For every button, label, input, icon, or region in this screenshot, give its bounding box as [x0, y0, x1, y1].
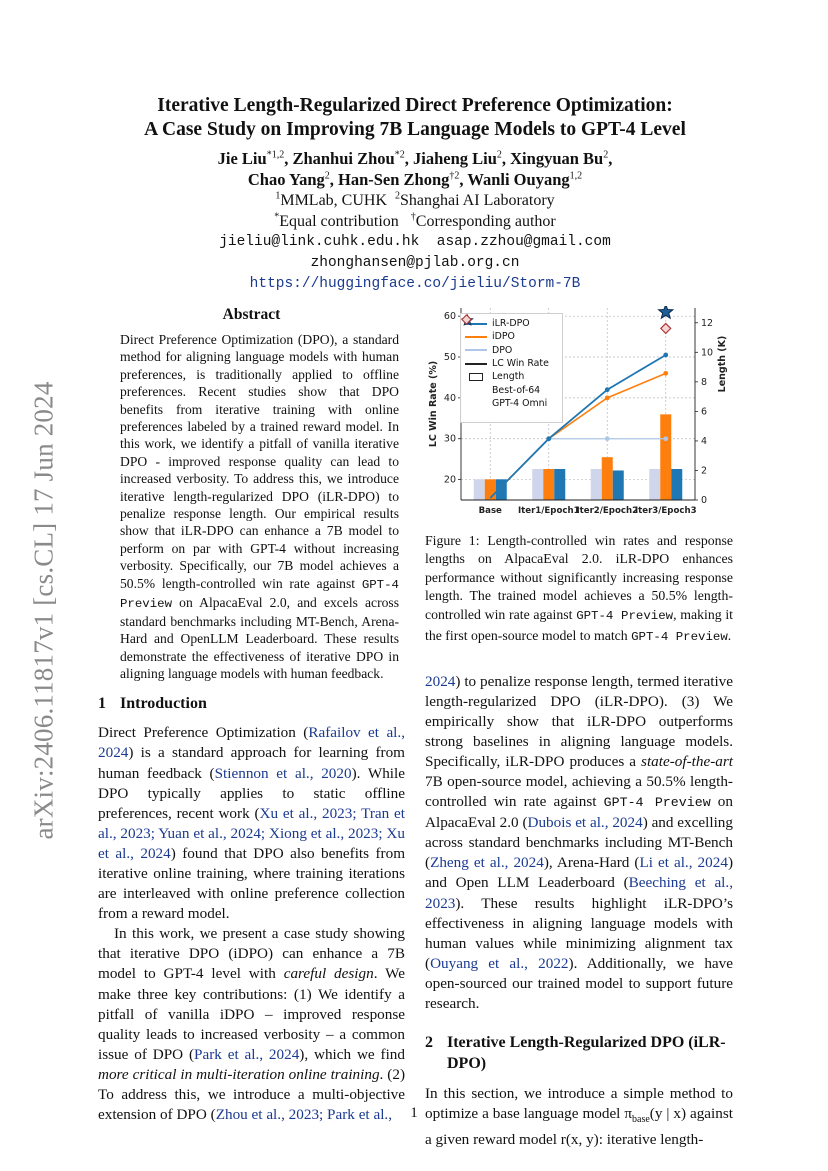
emphasis-text: state-of-the-art: [641, 753, 733, 770]
author-mark: 2: [496, 149, 502, 161]
text-run: ) and Open LLM Leaderboard (: [425, 854, 733, 892]
y2-tick-label: 10: [701, 347, 714, 359]
corresponding-author-text: Corresponding author: [415, 213, 556, 230]
paper-title-line-2: A Case Study on Improving 7B Language Models to GPT-4 Level: [144, 119, 686, 140]
intro-paragraph-2: [98, 924, 405, 1125]
win-rate-point: [663, 371, 668, 376]
win-rate-point: [546, 436, 551, 441]
author-name: Xingyuan Bu: [510, 149, 604, 168]
text-run: 7B open-source model, achieving a 50.5% length-controlled win rate against: [425, 773, 733, 811]
abstract-part: Direct Preference Optimization (DPO), a standard method for aligning language models with human preferences, is traditionally applied to offline preferences. Recent studies show that DPO benefits from iterative training with online preferences labeled by a trained reward model. In this work, we identify a pitfall of vanilla iterative DPO - improved response quality can lead to increased verbosity. To address this, we introduce iterative length-regularized DPO (iLR-DPO) to penalize response length. Our empirical results show that iLR-DPO can enhance a 7B model to perform on par with GPT-4 without increasing verbosity. Specifically, our 7B model achieves a 50.5% length-controlled win rate against: [120, 332, 399, 591]
text-run: ) and excelling across standard benchmarks including MT-Bench (: [425, 814, 733, 872]
y2-tick-label: 2: [701, 465, 708, 477]
diamond-icon: [465, 398, 487, 408]
citation-link[interactable]: Stiennon et al., 2020: [214, 764, 352, 782]
win-rate-point: [605, 387, 610, 392]
legend-item: [465, 317, 558, 330]
citation-link[interactable]: Xu et al., 2023; Tran et al., 2023; Yuan et al., 2024; Xiong et al., 2023; Xu et al., 2024: [98, 804, 405, 862]
text-run: . (2) To address this, we introduce a multi-objective extension of DPO (: [98, 1065, 405, 1124]
section-title: Iterative Length-Regularized DPO (iLR-DPO): [447, 1034, 726, 1073]
y2-tick-label: 4: [701, 435, 708, 447]
text-run: .: [727, 627, 732, 643]
y-tick-label: 60: [443, 311, 456, 323]
win-rate-line: [490, 439, 666, 498]
model-name: GPT-4 Preview: [120, 577, 399, 611]
text-run: ) is a standard approach for learning from human feedback (: [98, 744, 405, 782]
category-label: Base: [478, 506, 502, 516]
legend-label: DPO: [492, 344, 513, 356]
legend-label: Length: [492, 371, 525, 383]
length-bar: [660, 414, 671, 500]
text-run: ). Additionally, we have open-sourced our trained model to support future research.: [425, 954, 733, 1013]
email-link[interactable]: asap.zzhou@gmail.com: [436, 234, 611, 250]
abstract-text: [98, 331, 405, 682]
citation-link[interactable]: Beeching et al., 2023: [425, 874, 733, 912]
text-run: (y | x) against a given reward model r(x, y): iterative length-: [425, 1105, 733, 1149]
paper-header: [98, 94, 732, 295]
star-icon: [465, 385, 487, 395]
author-name: Jie Liu: [217, 149, 267, 168]
legend-item: [465, 370, 558, 383]
author-mark: †2: [449, 170, 460, 182]
text-run: In this work, we present a case study showing that iterative DPO (iDPO) can enhance a 7B model to GPT-4 level with: [98, 925, 405, 983]
legend-item: [465, 383, 558, 396]
affiliation-name: Shanghai AI Laboratory: [400, 192, 555, 209]
author-name: Wanli Ouyang: [467, 170, 570, 189]
y2-axis-label: Length (K): [717, 335, 728, 393]
y-tick-label: 40: [443, 392, 456, 404]
category-label: Iter1/Epoch1: [517, 506, 580, 516]
y-axis-label: LC Win Rate (%): [428, 360, 439, 448]
section-heading-introduction: [98, 693, 405, 714]
y2-tick-label: 6: [701, 406, 708, 418]
citation-link[interactable]: Park et al., 2024: [194, 1045, 300, 1063]
author-mark: 2: [324, 170, 330, 182]
model-name: GPT-4 Preview: [576, 608, 674, 623]
length-bar: [649, 469, 660, 500]
section-heading-ilr-dpo: [425, 1032, 733, 1074]
arxiv-id-text: arXiv:2406.11817v1 [cs.CL] 17 Jun 2024: [28, 380, 59, 840]
legend-item: [465, 344, 558, 357]
model-name: GPT-4 Preview: [631, 629, 728, 644]
affiliation-mark: 1: [275, 190, 281, 202]
author-mark: 1,2: [569, 170, 583, 182]
legend-label: iLR-DPO: [492, 318, 530, 330]
abstract-heading: Abstract: [222, 306, 281, 323]
y-tick-label: 50: [443, 352, 456, 364]
length-bar: [543, 469, 554, 500]
corresponding-mark: †: [410, 211, 416, 223]
email-link[interactable]: jieliu@link.cuhk.edu.hk: [219, 234, 420, 250]
emphasis-text: more critical in multi-iteration online training: [98, 1065, 380, 1083]
figure-1-chart: [425, 306, 733, 528]
author-name: Jiaheng Liu: [412, 149, 497, 168]
section-number: 2: [425, 1034, 433, 1052]
length-bar: [532, 469, 543, 500]
section-number: 1: [98, 695, 106, 713]
figure-label: Figure 1:: [425, 533, 480, 548]
affiliation-mark: 2: [395, 190, 401, 202]
email-line: [98, 253, 732, 274]
y-tick-label: 30: [443, 433, 456, 445]
legend-item: [465, 397, 558, 410]
email-link[interactable]: zhonghansen@pjlab.org.cn: [310, 255, 520, 271]
text-run: ), which we find: [299, 1045, 405, 1063]
text-run: Direct Preference Optimization (: [98, 724, 309, 742]
author-name: Chao Yang: [247, 170, 325, 189]
y2-tick-label: 8: [701, 376, 708, 388]
citation-link[interactable]: Rafailov et al., 2024: [98, 724, 405, 762]
text-run: In this section, we introduce a simple method to optimize a base language model π: [425, 1085, 733, 1123]
author-mark: *2: [394, 149, 405, 161]
text-run: ), Arena-Hard (: [543, 854, 640, 872]
length-bar: [671, 469, 682, 500]
text-run: Length-controlled win rates and response lengths on AlpacaEval 2.0. iLR-DPO enhances performance without significantly increasing response length. The trained model achieves a 50.5% length-controlled win rate against: [425, 533, 734, 622]
figure-caption: [425, 532, 733, 648]
citation-link[interactable]: 2024: [425, 672, 456, 690]
legend-label: GPT-4 Omni: [492, 397, 548, 409]
win-rate-point: [605, 395, 610, 400]
win-rate-point: [605, 436, 610, 441]
paper-title-line-1: Iterative Length-Regularized Direct Preference Optimization:: [157, 95, 673, 116]
author-mark: 2: [603, 149, 609, 161]
text-run: ). These results highlight iLR-DPO’s effectiveness in aligning language models with human values while minimizing alignment tax (: [425, 894, 733, 972]
legend-label: Best-of-64: [492, 384, 541, 396]
section-2-paragraph: [425, 1084, 733, 1150]
length-bar: [602, 457, 613, 500]
text-run: . We make three key contributions: (1) We identify a pitfall of vanilla iDPO – improved response quality leads to increased verbosity – a common issue of DPO (: [98, 965, 405, 1063]
equal-contribution-text: Equal contribution: [279, 213, 399, 230]
right-column: [425, 306, 733, 1150]
author-name: Han-Sen Zhong: [338, 170, 450, 189]
length-bar: [554, 469, 565, 500]
category-label: Iter3/Epoch3: [634, 506, 697, 516]
category-label: Iter2/Epoch2: [576, 506, 639, 516]
left-column: [98, 306, 405, 1125]
length-bar: [591, 469, 602, 500]
length-bar: [613, 470, 624, 500]
text-run: ) found that DPO also benefits from iterative online training, where training iterations are interleaved with online preference collection from a reward model.: [98, 844, 406, 923]
section-title: Introduction: [120, 695, 207, 713]
legend-label: iDPO: [492, 331, 515, 343]
model-url-link[interactable]: https://huggingface.co/jieliu/Storm-7B: [249, 276, 581, 292]
citation-link[interactable]: Zhou et al., 2023; Park et al.,: [215, 1106, 393, 1124]
text-run: on AlpacaEval 2.0 (: [425, 793, 733, 832]
arxiv-identifier: [20, 370, 68, 850]
author-list: Jie Liu$^{*1,2}$, Zhanhui Zhou$^{*2}$, Jiaheng Liu$^2$, Xingyuan Bu$^2$, Chao Yang$^2$, Han-Sen Zhong$^{\dagger 2}$, Wanli Ouyang$^{1,2}$: [217, 149, 613, 189]
intro-paragraph-2-continued: [425, 672, 733, 1015]
model-name: GPT-4 Preview: [603, 795, 711, 811]
legend-item: [465, 330, 558, 343]
legend-item: [465, 357, 558, 370]
y-tick-label: 20: [443, 474, 456, 486]
abstract-part: on AlpacaEval 2.0, and excels across standard benchmarks including MT-Bench, Arena-Hard and OpenLLM Leaderboard. These results demonstrate the effectiveness of iterative DPO in aligning language models with human feedback.: [120, 594, 399, 681]
text-run: ). While DPO typically applies to static offline preferences, recent work (: [98, 764, 405, 822]
text-run: , making it the first open-source model to match: [425, 606, 734, 643]
legend-label: LC Win Rate: [492, 358, 549, 370]
emphasis-text: careful design: [283, 965, 374, 983]
y2-tick-label: 0: [701, 495, 708, 506]
citation-link[interactable]: Ouyang et al., 2022: [430, 954, 569, 972]
page-number: 1: [410, 1105, 418, 1121]
subscript: base: [632, 1114, 650, 1126]
author-name: Zhanhui Zhou: [292, 149, 395, 168]
win-rate-point: [663, 353, 668, 358]
contribution-note: [98, 211, 732, 232]
citation-link[interactable]: Li et al., 2024: [639, 854, 728, 872]
intro-paragraph-1: [98, 723, 405, 924]
affiliation-line: [98, 190, 732, 211]
text-run: ) to penalize response length, termed iterative length-regularized DPO (iLR-DPO). (3) We empirically show that iLR-DPO outperforms strong baselines in aligning language models. Specifically, iLR-DPO produces a: [425, 672, 733, 770]
equal-mark: *: [274, 211, 280, 223]
gpt-4-omni-marker: [661, 323, 671, 333]
chart-legend: [460, 313, 563, 423]
length-bar: [474, 479, 485, 500]
y2-tick-label: 12: [701, 317, 714, 329]
email-line: [98, 232, 732, 253]
win-rate-point: [663, 436, 668, 441]
citation-link[interactable]: Zheng et al., 2024: [430, 854, 544, 872]
citation-link[interactable]: Dubois et al., 2024: [527, 814, 643, 832]
author-mark: *1,2: [266, 149, 285, 161]
affiliation-name: MMLab, CUHK: [280, 192, 388, 209]
